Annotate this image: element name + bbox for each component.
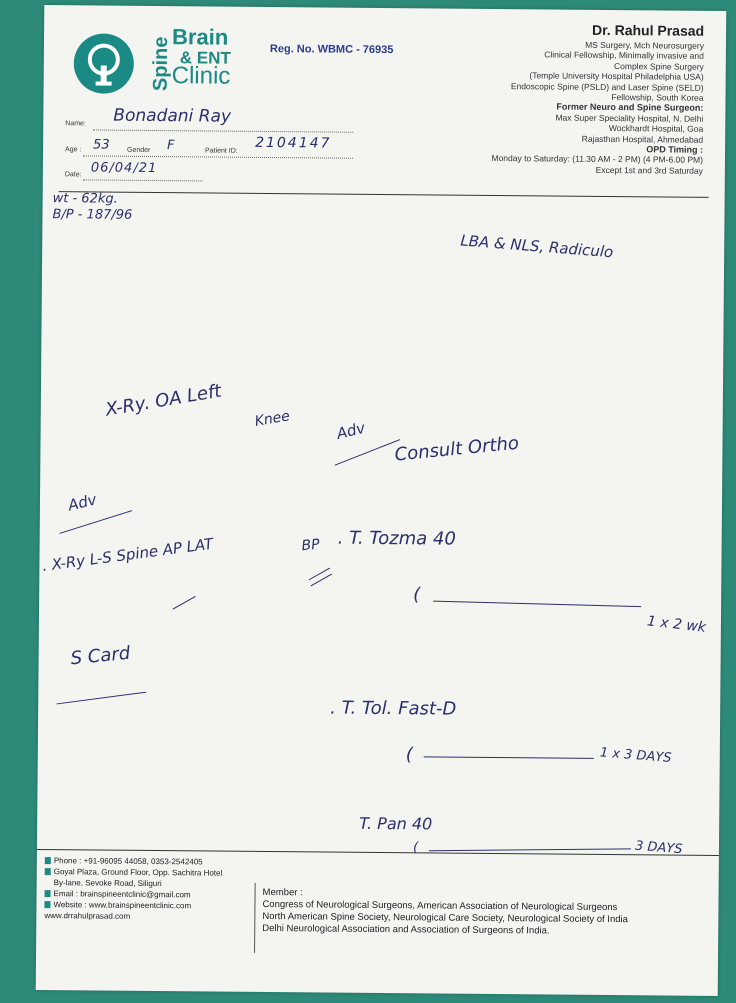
advice-note-2: Adv	[66, 490, 99, 515]
patient-gender: F	[167, 138, 175, 154]
scan-note: S Card	[69, 642, 132, 670]
name-label: Name:	[65, 120, 86, 128]
email-icon	[45, 890, 51, 897]
location-icon	[45, 868, 51, 875]
xray-note: X-Ry. OA Left	[103, 380, 223, 421]
former-hospital: Rajasthan Hospital, Ahmedabad	[581, 133, 704, 145]
logo-ent-text: & ENT	[179, 48, 231, 68]
logo-spine-text: Spine	[149, 36, 173, 92]
rx-1-arrow	[433, 601, 641, 607]
advice-note-1: Adv	[334, 418, 367, 443]
clinic-logo-icon	[74, 33, 135, 94]
prescription-sheet	[36, 5, 727, 996]
member-heading: Member :	[262, 886, 303, 899]
patient-id-label: Patient ID:	[205, 147, 238, 155]
website-text-2: www.drrahulprasad.com	[44, 911, 131, 921]
contact-block	[44, 855, 275, 923]
knee-note: Knee	[253, 408, 292, 430]
logo-clinic-text: Clinic	[171, 62, 231, 90]
xray-tick	[173, 596, 196, 610]
membership-line: North American Spine Society, Neurological Care Society, Neurological Society of India	[262, 910, 628, 926]
bp-note: B/P - 187/96	[52, 207, 133, 223]
doctor-name: Dr. Rahul Prasad	[591, 21, 705, 39]
consult-note: Consult Ortho	[393, 432, 520, 466]
membership-block	[262, 887, 712, 939]
phone-icon	[45, 857, 51, 864]
registration-number: Reg. No. WBMC - 76935	[269, 43, 394, 57]
phone-text: Phone : +91-96095 44058, 0353-2542405	[53, 856, 203, 867]
rx-1-qty: (	[413, 584, 421, 606]
qualification-line: Complex Spine Surgery	[613, 60, 704, 72]
rx-3-arrow	[429, 848, 631, 851]
rx-3-qty: (	[412, 840, 419, 856]
logo-brain-text: Brain	[171, 24, 229, 50]
membership-line: Congress of Neurological Surgeons, American Association of Neurological Surgeons	[262, 898, 618, 914]
diagnosis-note: LBA & NLS, Radiculo	[459, 231, 614, 262]
weight-note: wt - 62kg.	[52, 191, 118, 207]
rx-3-duration: 3 DAYS	[634, 838, 683, 858]
former-hospital: Wockhardt Hospital, Goa	[608, 123, 704, 135]
age-gender-underline	[83, 155, 353, 158]
opd-hours: Monday to Saturday: (11.30 AM - 2 PM) (4 PM-6.00 PM)	[491, 153, 704, 166]
name-underline	[93, 129, 353, 132]
former-heading: Former Neuro and Spine Surgeon:	[556, 101, 704, 114]
opd-heading: OPD Timing :	[646, 144, 704, 155]
bp-mark: BP	[300, 536, 321, 555]
membership-line: Delhi Neurological Association and Association of Surgeons of India.	[262, 922, 550, 937]
opd-except: Except 1st and 3rd Saturday	[595, 164, 703, 176]
doctor-qualifications	[403, 38, 704, 176]
date-underline	[83, 179, 203, 181]
scan-underline	[57, 692, 146, 705]
qualification-line: MS Surgery, Mch Neurosurgery	[585, 39, 705, 51]
xray-ls-note: . X-Ry L-S Spine AP LAT	[41, 534, 215, 575]
rx-2-arrow	[424, 756, 594, 758]
patient-age: 53	[93, 137, 110, 153]
visit-date: 06/04/21	[90, 160, 158, 177]
address-line-1: Goyal Plaza, Ground Floor, Opp. Sachitra Hotel	[53, 867, 223, 878]
rx-line-2: . T. Tol. Fast-D	[330, 697, 457, 720]
qualification-line: Fellowship, South Korea	[611, 92, 704, 103]
patient-id: 2104147	[255, 134, 332, 152]
rx-line-3: T. Pan 40	[359, 813, 433, 834]
qualification-line: Clinical Fellowship, Minimally invasive and	[544, 49, 704, 62]
address-line-2: By-lane, Sevoke Road, Siliguri	[53, 878, 162, 889]
website-text: Website : www.brainspineentclinic.com	[53, 900, 192, 911]
date-label: Date:	[64, 171, 82, 179]
qualification-line: (Temple University Hospital Philadelphia USA)	[529, 70, 704, 83]
rx-line-1: . T. Tozma 40	[337, 527, 456, 550]
qualification-line: Endoscopic Spine (PSLD) and Laser Spine (SELD)	[510, 80, 704, 93]
age-label: Age :	[65, 146, 82, 154]
rx-1-duration: 1 x 2 wk	[646, 613, 707, 636]
header-divider	[59, 191, 709, 198]
website-icon	[44, 901, 50, 908]
bp-tick-1	[309, 568, 330, 581]
advice-underline-1	[335, 439, 400, 466]
rx-2-duration: 1 x 3 DAYS	[599, 745, 672, 767]
patient-name: Bonadani Ray	[113, 105, 232, 127]
email-text: Email : brainspineentclinic@gmail.com	[53, 889, 191, 900]
rx-2-qty: (	[405, 744, 413, 766]
former-hospital: Max Super Speciality Hospital, N. Delhi	[555, 112, 704, 124]
gender-label: Gender	[127, 146, 151, 154]
